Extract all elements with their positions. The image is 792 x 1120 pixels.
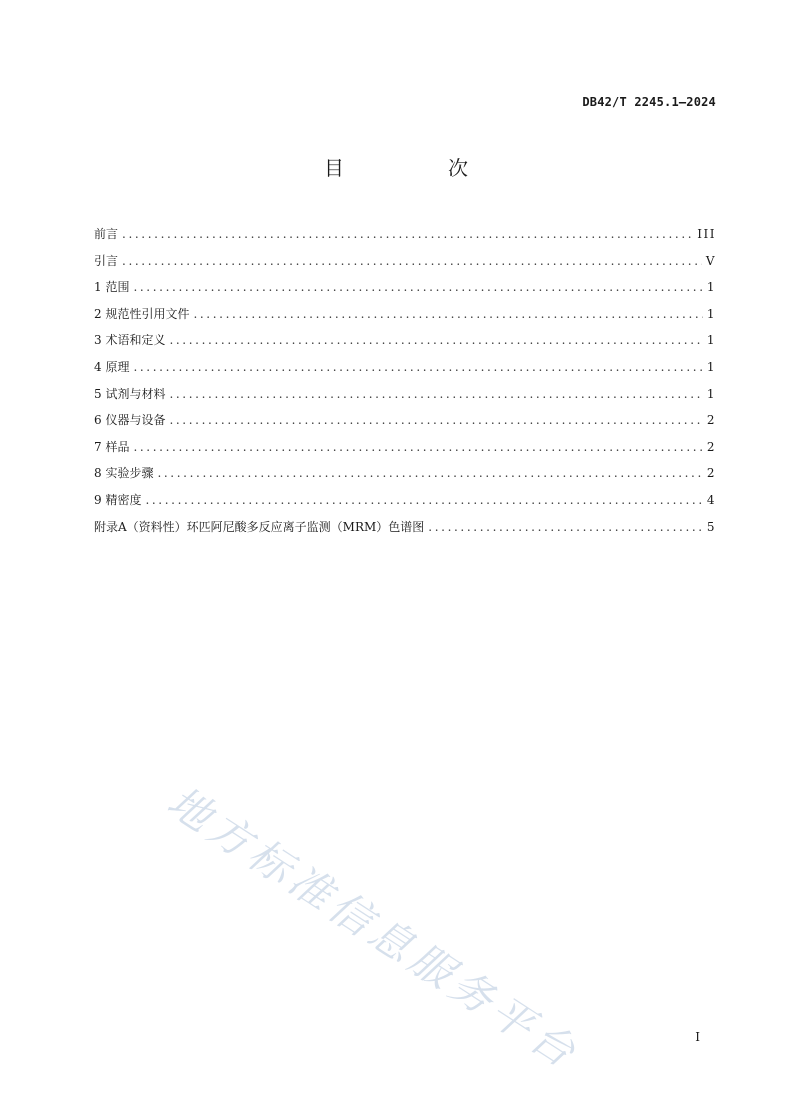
toc-entry[interactable] [94,384,716,411]
table-of-contents [94,224,716,543]
toc-entry[interactable] [94,463,716,490]
toc-entry-page: 2 [706,413,716,428]
toc-entry-label: 附录A（资料性）环匹阿尼酸多反应离子监测（MRM）色谱图 [94,519,425,534]
toc-dot-leader [428,517,703,537]
toc-dot-leader [133,437,702,457]
watermark: 地方标准信息服务平台 [158,776,589,1080]
toc-entry[interactable] [94,490,716,517]
toc-entry-label: 5 试剂与材料 [94,386,166,401]
toc-dot-leader [157,463,702,483]
toc-entry-page: 1 [706,359,716,374]
toc-dot-leader [122,251,702,271]
toc-dot-leader [169,384,702,404]
toc-entry[interactable] [94,304,716,331]
toc-entry-page: 1 [706,306,716,321]
toc-entry-page: III [697,227,716,241]
toc-entry-page: 5 [706,519,716,534]
toc-entry-label: 8 实验步骤 [94,466,154,481]
toc-dot-leader [122,224,693,244]
toc-entry-label: 7 样品 [94,439,130,454]
document-code: DB42/T 2245.1—2024 [582,95,716,109]
toc-entry[interactable] [94,277,716,304]
toc-entry-page: 2 [706,466,716,481]
toc-entry[interactable] [94,330,716,357]
page-number: I [695,1030,700,1044]
toc-dot-leader [169,330,702,350]
toc-entry[interactable] [94,517,716,544]
toc-dot-leader [193,304,702,324]
toc-entry-label: 引言 [94,253,119,268]
toc-entry[interactable] [94,437,716,464]
toc-entry-page: 1 [706,386,716,401]
toc-entry[interactable] [94,410,716,437]
toc-dot-leader [145,490,702,510]
toc-entry[interactable] [94,357,716,384]
toc-entry-page: 2 [706,439,716,454]
toc-dot-leader [169,410,702,430]
toc-entry-page: 1 [706,333,716,348]
toc-dot-leader [133,357,702,377]
toc-entry-label: 6 仪器与设备 [94,413,166,428]
toc-entry-label: 前言 [94,227,119,241]
toc-entry-label: 4 原理 [94,359,130,374]
toc-entry-label: 2 规范性引用文件 [94,306,190,321]
toc-entry-page: V [705,253,716,268]
toc-entry-label: 1 范围 [94,280,130,295]
toc-entry[interactable] [94,251,716,278]
toc-entry-label: 9 精密度 [94,492,142,507]
toc-entry-page: 4 [706,492,716,507]
toc-entry-page: 1 [706,280,716,295]
toc-entry-label: 3 术语和定义 [94,333,166,348]
toc-entry[interactable] [94,224,716,251]
toc-dot-leader [133,277,702,297]
toc-title: 目 次 [324,156,510,180]
